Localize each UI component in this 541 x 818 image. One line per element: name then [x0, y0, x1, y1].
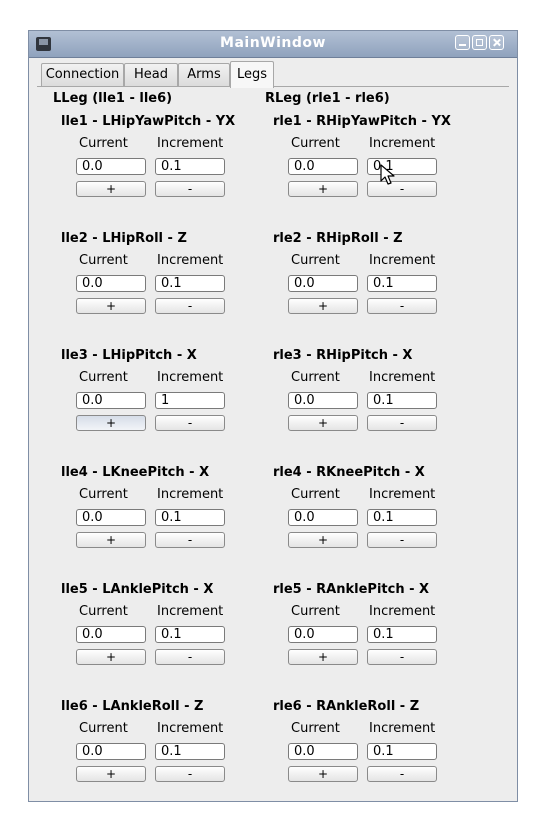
plus-button[interactable]: + [288, 415, 358, 431]
tab-connection[interactable]: Connection [41, 63, 124, 86]
current-input[interactable] [76, 392, 146, 409]
rleg-joint-6 [273, 699, 483, 817]
minus-button[interactable]: - [155, 532, 225, 548]
minus-button[interactable]: - [155, 766, 225, 782]
rleg-joint-5 [273, 582, 483, 700]
tab-arms[interactable]: Arms [178, 63, 230, 86]
increment-input[interactable] [367, 158, 437, 175]
lleg-joint-5 [61, 582, 271, 700]
increment-input[interactable] [367, 392, 437, 409]
rleg-group-title: RLeg (rle1 - rle6) [265, 91, 390, 106]
current-input[interactable] [76, 275, 146, 292]
increment-input[interactable] [367, 743, 437, 760]
increment-label: Increment [157, 487, 224, 502]
current-label: Current [291, 604, 340, 619]
increment-label: Increment [157, 721, 224, 736]
rleg-joint-3 [273, 348, 483, 466]
plus-button[interactable]: + [288, 649, 358, 665]
current-label: Current [79, 136, 128, 151]
plus-button[interactable]: + [76, 298, 146, 314]
plus-button[interactable]: + [76, 181, 146, 197]
current-input[interactable] [76, 509, 146, 526]
minus-button[interactable]: - [367, 766, 437, 782]
plus-button[interactable]: + [76, 766, 146, 782]
joint-title: rle3 - RHipPitch - X [273, 348, 413, 363]
joint-title: lle5 - LAnklePitch - X [61, 582, 214, 597]
joint-title: lle6 - LAnkleRoll - Z [61, 699, 204, 714]
minus-button[interactable]: - [155, 181, 225, 197]
current-input[interactable] [288, 626, 358, 643]
joint-title: lle2 - LHipRoll - Z [61, 231, 187, 246]
lleg-group-title: LLeg (lle1 - lle6) [53, 91, 173, 106]
lleg-joint-2 [61, 231, 271, 349]
minus-button[interactable]: - [367, 415, 437, 431]
current-input[interactable] [76, 158, 146, 175]
minus-button[interactable]: - [155, 298, 225, 314]
increment-input[interactable] [367, 275, 437, 292]
current-input[interactable] [288, 509, 358, 526]
rleg-joint-1 [273, 114, 483, 232]
current-input[interactable] [288, 743, 358, 760]
joint-title: rle2 - RHipRoll - Z [273, 231, 403, 246]
increment-input[interactable] [155, 626, 225, 643]
plus-button[interactable]: + [288, 181, 358, 197]
increment-label: Increment [157, 136, 224, 151]
increment-input[interactable] [155, 743, 225, 760]
joint-title: lle4 - LKneePitch - X [61, 465, 210, 480]
lleg-joint-6 [61, 699, 271, 817]
current-input[interactable] [288, 275, 358, 292]
increment-label: Increment [369, 370, 436, 385]
close-icon[interactable] [489, 35, 504, 50]
current-input[interactable] [288, 392, 358, 409]
current-label: Current [79, 370, 128, 385]
increment-input[interactable] [155, 509, 225, 526]
increment-label: Increment [369, 487, 436, 502]
plus-button[interactable]: + [76, 415, 146, 431]
increment-label: Increment [369, 604, 436, 619]
current-label: Current [79, 487, 128, 502]
increment-input[interactable] [367, 626, 437, 643]
lleg-joint-1 [61, 114, 271, 232]
current-label: Current [291, 136, 340, 151]
main-window [28, 30, 518, 802]
window-title: MainWindow [220, 35, 326, 51]
rleg-joint-2 [273, 231, 483, 349]
minus-button[interactable]: - [367, 298, 437, 314]
mouse-pointer-icon [380, 164, 396, 186]
joint-title: rle1 - RHipYawPitch - YX [273, 114, 451, 129]
current-label: Current [291, 370, 340, 385]
plus-button[interactable]: + [76, 649, 146, 665]
minus-button[interactable]: - [367, 649, 437, 665]
tab-legs[interactable]: Legs [230, 61, 274, 88]
plus-button[interactable]: + [288, 298, 358, 314]
minus-button[interactable]: - [367, 181, 437, 197]
increment-label: Increment [157, 253, 224, 268]
joint-title: lle1 - LHipYawPitch - YX [61, 114, 236, 129]
rleg-joint-4 [273, 465, 483, 583]
current-label: Current [291, 253, 340, 268]
joint-title: rle5 - RAnklePitch - X [273, 582, 430, 597]
increment-input[interactable] [155, 392, 225, 409]
plus-button[interactable]: + [76, 532, 146, 548]
increment-label: Increment [369, 253, 436, 268]
increment-label: Increment [157, 370, 224, 385]
current-label: Current [291, 487, 340, 502]
minus-button[interactable]: - [155, 649, 225, 665]
maximize-icon[interactable] [472, 35, 487, 50]
lleg-joint-3 [61, 348, 271, 466]
legs-panel [37, 86, 509, 801]
plus-button[interactable]: + [288, 532, 358, 548]
tab-head[interactable]: Head [124, 63, 178, 86]
increment-input[interactable] [367, 509, 437, 526]
current-label: Current [79, 604, 128, 619]
lleg-joint-4 [61, 465, 271, 583]
joint-title: rle4 - RKneePitch - X [273, 465, 425, 480]
increment-label: Increment [369, 136, 436, 151]
title-bar[interactable] [29, 31, 517, 58]
current-input[interactable] [76, 626, 146, 643]
minimize-icon[interactable] [455, 35, 470, 50]
increment-label: Increment [157, 604, 224, 619]
minus-button[interactable]: - [155, 415, 225, 431]
current-label: Current [291, 721, 340, 736]
increment-input[interactable] [155, 158, 225, 175]
current-label: Current [79, 253, 128, 268]
minus-button[interactable]: - [367, 532, 437, 548]
plus-button[interactable]: + [288, 766, 358, 782]
current-input[interactable] [76, 743, 146, 760]
increment-label: Increment [369, 721, 436, 736]
increment-input[interactable] [155, 275, 225, 292]
joint-title: rle6 - RAnkleRoll - Z [273, 699, 420, 714]
current-input[interactable] [288, 158, 358, 175]
joint-title: lle3 - LHipPitch - X [61, 348, 197, 363]
current-label: Current [79, 721, 128, 736]
